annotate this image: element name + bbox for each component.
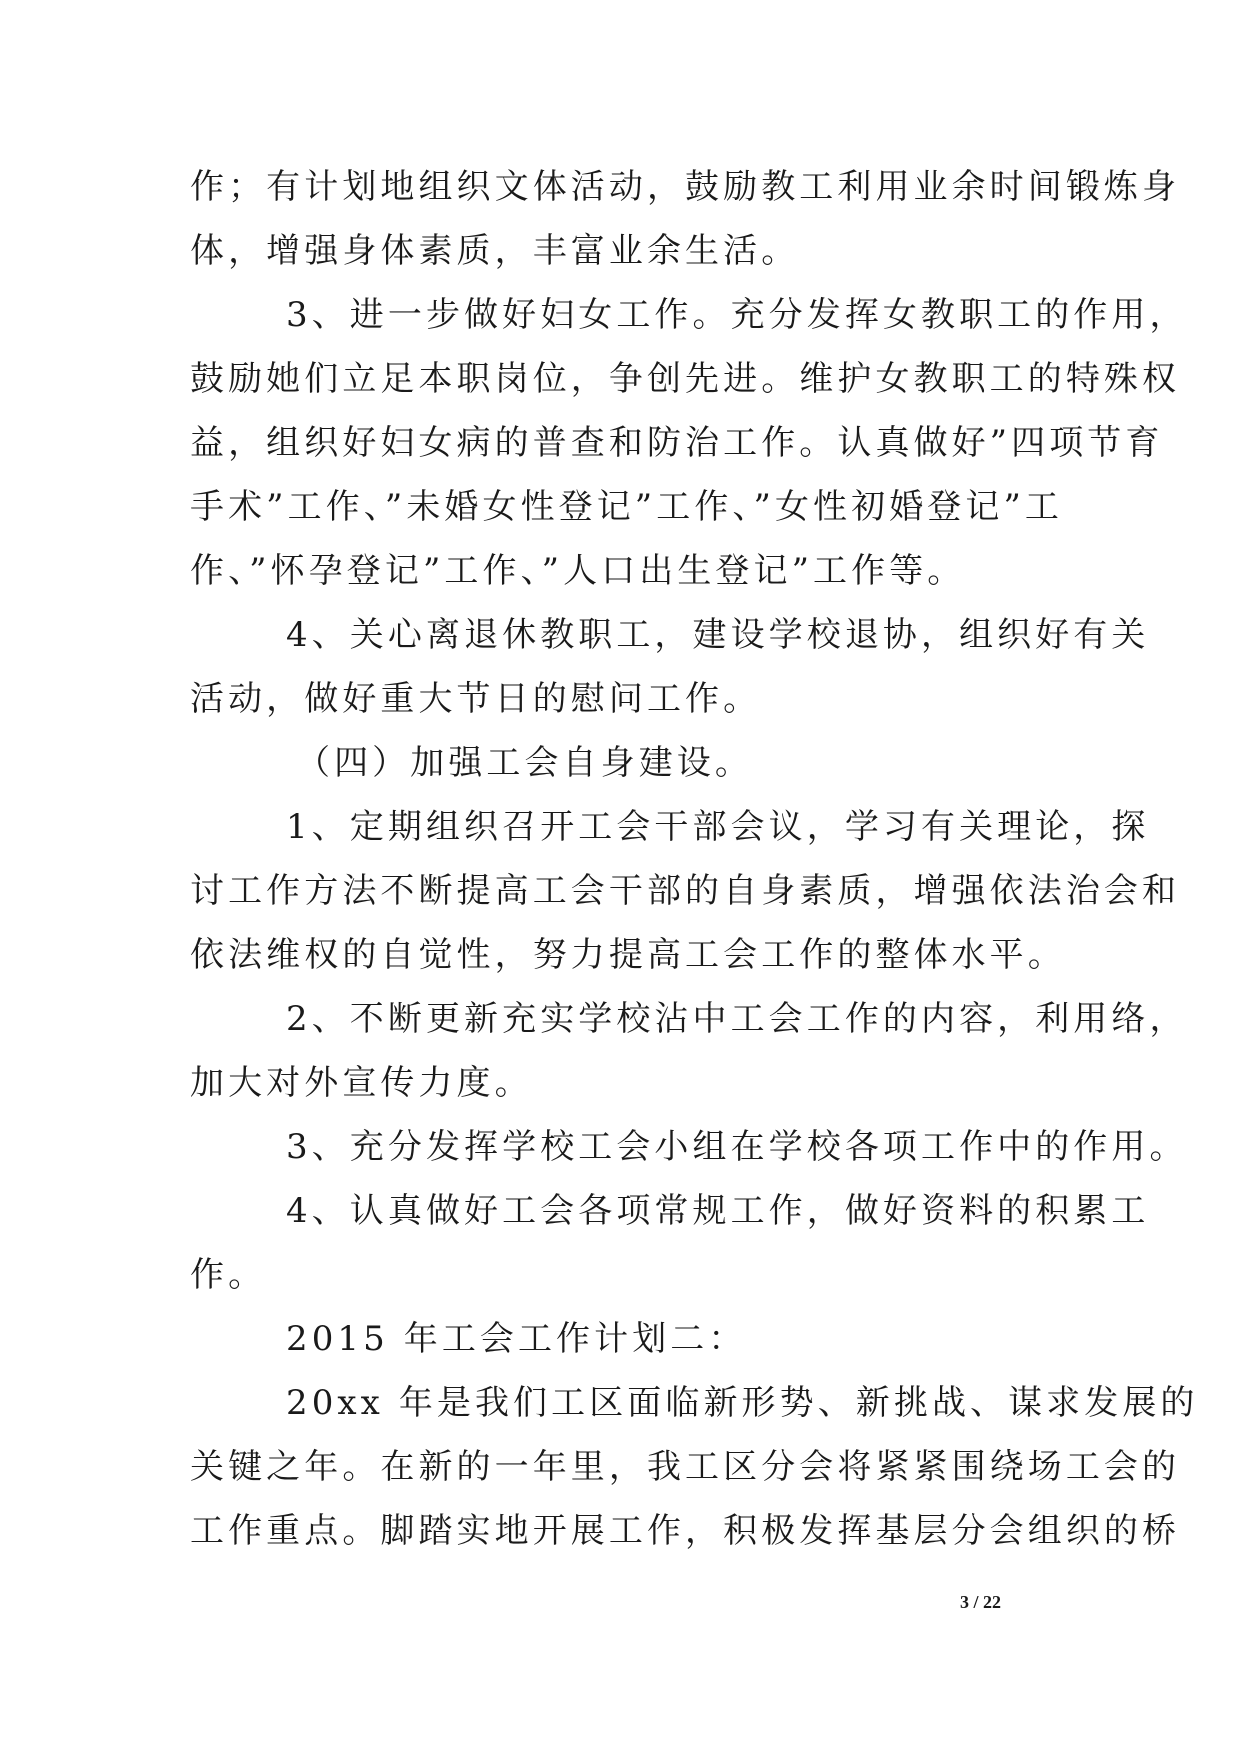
- text-line: 作、”怀孕登记”工作、”人口出生登记”工作等。: [190, 551, 966, 591]
- text-line: 手术”工作、”未婚女性登记”工作、”女性初婚登记”工: [190, 487, 1063, 527]
- text-line: 益，组织好妇女病的普查和防治工作。认真做好”四项节育: [190, 423, 1164, 463]
- text-line: 作；有计划地组织文体活动，鼓励教工利用业余时间锻炼身: [190, 167, 1181, 207]
- body-text: [190, 155, 1199, 1563]
- paragraph-start-line: 2、不断更新充实学校沾中工会工作的内容，利用络，: [286, 999, 1188, 1039]
- paragraph-start-line: 1、定期组织召开工会干部会议，学习有关理论，探: [286, 807, 1150, 847]
- text-line: 作。: [190, 1255, 267, 1295]
- text-line: 体，增强身体素质，丰富业余生活。: [190, 231, 800, 271]
- text-line: 加大对外宣传力度。: [190, 1063, 533, 1103]
- paragraph-start-line: 3、充分发挥学校工会小组在学校各项工作中的作用。: [286, 1127, 1188, 1167]
- paragraph-start-line: 4、关心离退休教职工，建设学校退协，组织好有关: [286, 615, 1150, 655]
- section-heading: （四）加强工会自身建设。: [296, 743, 753, 783]
- text-line: 工作重点。脚踏实地开展工作，积极发挥基层分会组织的桥: [190, 1511, 1181, 1551]
- text-line: 活动，做好重大节日的慰问工作。: [190, 679, 762, 719]
- plan-heading: 2015 年工会工作计划二：: [286, 1319, 747, 1359]
- paragraph-start-line: 20xx 年是我们工区面临新形势、新挑战、谋求发展的: [286, 1383, 1199, 1423]
- text-line: 讨工作方法不断提高工会干部的自身素质，增强依法治会和: [190, 871, 1181, 911]
- paragraph-start-line: 3、进一步做好妇女工作。充分发挥女教职工的作用，: [286, 295, 1188, 335]
- text-line: 依法维权的自觉性，努力提高工会工作的整体水平。: [190, 935, 1066, 975]
- paragraph-start-line: 4、认真做好工会各项常规工作，做好资料的积累工: [286, 1191, 1150, 1231]
- text-line: 鼓励她们立足本职岗位，争创先进。维护女教职工的特殊权: [190, 359, 1181, 399]
- page-number: 3 / 22: [960, 1592, 1002, 1612]
- text-line: 关键之年。在新的一年里，我工区分会将紧紧围绕场工会的: [190, 1447, 1181, 1487]
